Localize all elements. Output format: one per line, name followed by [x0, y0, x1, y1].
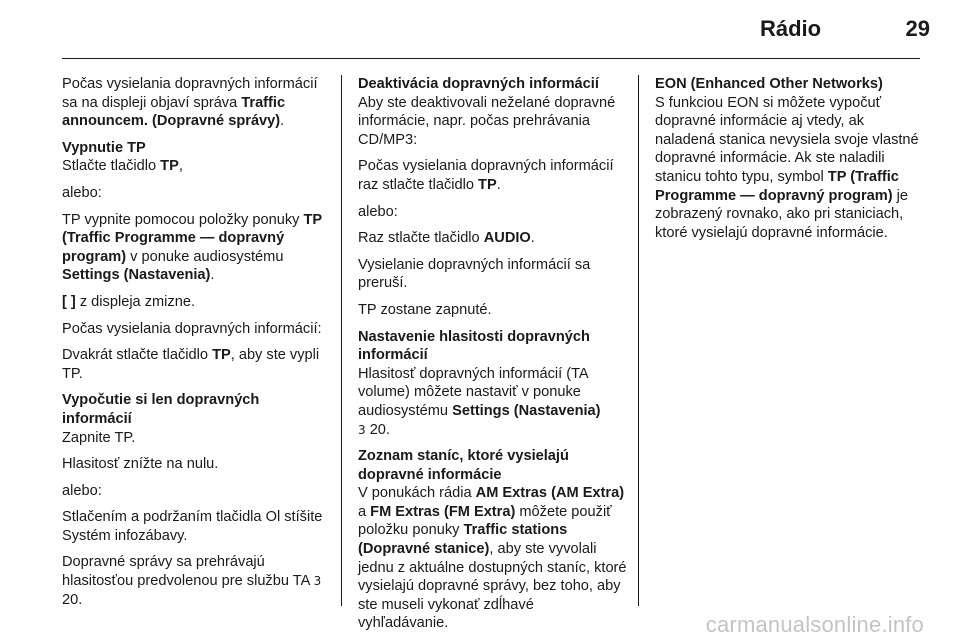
- paragraph: Dvakrát stlačte tlačidlo TP, aby ste vypli TP.: [62, 347, 320, 382]
- paragraph: Stlačte tlačidlo TP,: [62, 158, 183, 175]
- paragraph: Počas vysielania dopravných informácií:: [62, 320, 322, 337]
- section-heading: Vypnutie TP: [62, 139, 146, 156]
- section-heading: Vypočutie si len dopravných informácií: [62, 392, 260, 427]
- paragraph: Počas vysielania dopravných informácií sa na displeji objaví správa Traffic announcem. (Dopravné správy).: [62, 76, 318, 130]
- column-divider: [638, 75, 639, 606]
- page-reference-icon: 3: [358, 422, 366, 437]
- watermark: carmanualsonline.info: [705, 612, 924, 637]
- column-2: [358, 75, 628, 641]
- paragraph: Zapnite TP.: [62, 429, 136, 446]
- header-divider: [62, 58, 920, 59]
- section-heading: Deaktivácia dopravných informácií: [358, 76, 599, 92]
- paragraph: V ponukách rádia AM Extras (AM Extra) a FM Extras (FM Extra) môžete použiť položku ponuky Traffic stations (Dopravné stanice), aby ste vyvolali jednu z aktuálne dostupných staníc, ktoré vysielajú dopravné správy, bez toho, aby ste museli vykonať zdĺhavé vyhľadávanie.: [358, 485, 627, 632]
- column-1: [62, 75, 332, 617]
- section-heading: Nastavenie hlasitosti dopravných informácií: [358, 328, 590, 364]
- page-number: 29: [905, 16, 930, 41]
- paragraph: Hlasitosť znížte na nulu.: [62, 456, 219, 473]
- paragraph: [ ] z displeja zmizne.: [62, 293, 196, 310]
- paragraph: Stlačením a podržaním tlačidla Ol stíšite Systém infozábavy.: [62, 509, 323, 544]
- section-heading: Zoznam staníc, ktoré vysielajú dopravné informácie: [358, 448, 569, 483]
- paragraph: S funkciou EON si môžete vypočuť dopravné informácie aj vtedy, ak naladená stanica nevysiela svoje vlastné dopravné informácie. Ak ste naladili stanicu tohto typu, symbol TP (Traffic Programme — dopravný program) je zobrazený rovnako, ako pri staniciach, ktoré vysielajú dopravné informácie.: [655, 94, 919, 241]
- paragraph: Hlasitosť dopravných informácií (TA volume) môžete nastaviť v ponuke audiosystému Settings (Nastavenia) 3 20.: [358, 365, 601, 438]
- paragraph: Dopravné správy sa prehrávajú hlasitosťou predvolenou pre službu TA 3 20.: [62, 554, 322, 608]
- paragraph: alebo:: [358, 203, 398, 220]
- paragraph: alebo:: [62, 184, 102, 201]
- paragraph: Raz stlačte tlačidlo AUDIO.: [358, 230, 535, 247]
- page-reference-icon: 3: [313, 574, 322, 589]
- paragraph: Vysielanie dopravných informácií sa preruší.: [358, 256, 591, 292]
- page-title: Rádio: [760, 16, 822, 41]
- section-heading: EON (Enhanced Other Networks): [655, 76, 883, 92]
- column-3: [655, 75, 925, 250]
- paragraph: TP vypnite pomocou položky ponuky TP (Traffic Programme — dopravný program) v ponuke audiosystému Settings (Nastavenia).: [62, 211, 322, 284]
- paragraph: alebo:: [62, 482, 102, 499]
- paragraph: TP zostane zapnuté.: [358, 301, 492, 318]
- column-divider: [341, 75, 342, 606]
- paragraph: Aby ste deaktivovali neželané dopravné informácie, napr. počas prehrávania CD/MP3:: [358, 94, 616, 148]
- paragraph: Počas vysielania dopravných informácií raz stlačte tlačidlo TP.: [358, 158, 614, 193]
